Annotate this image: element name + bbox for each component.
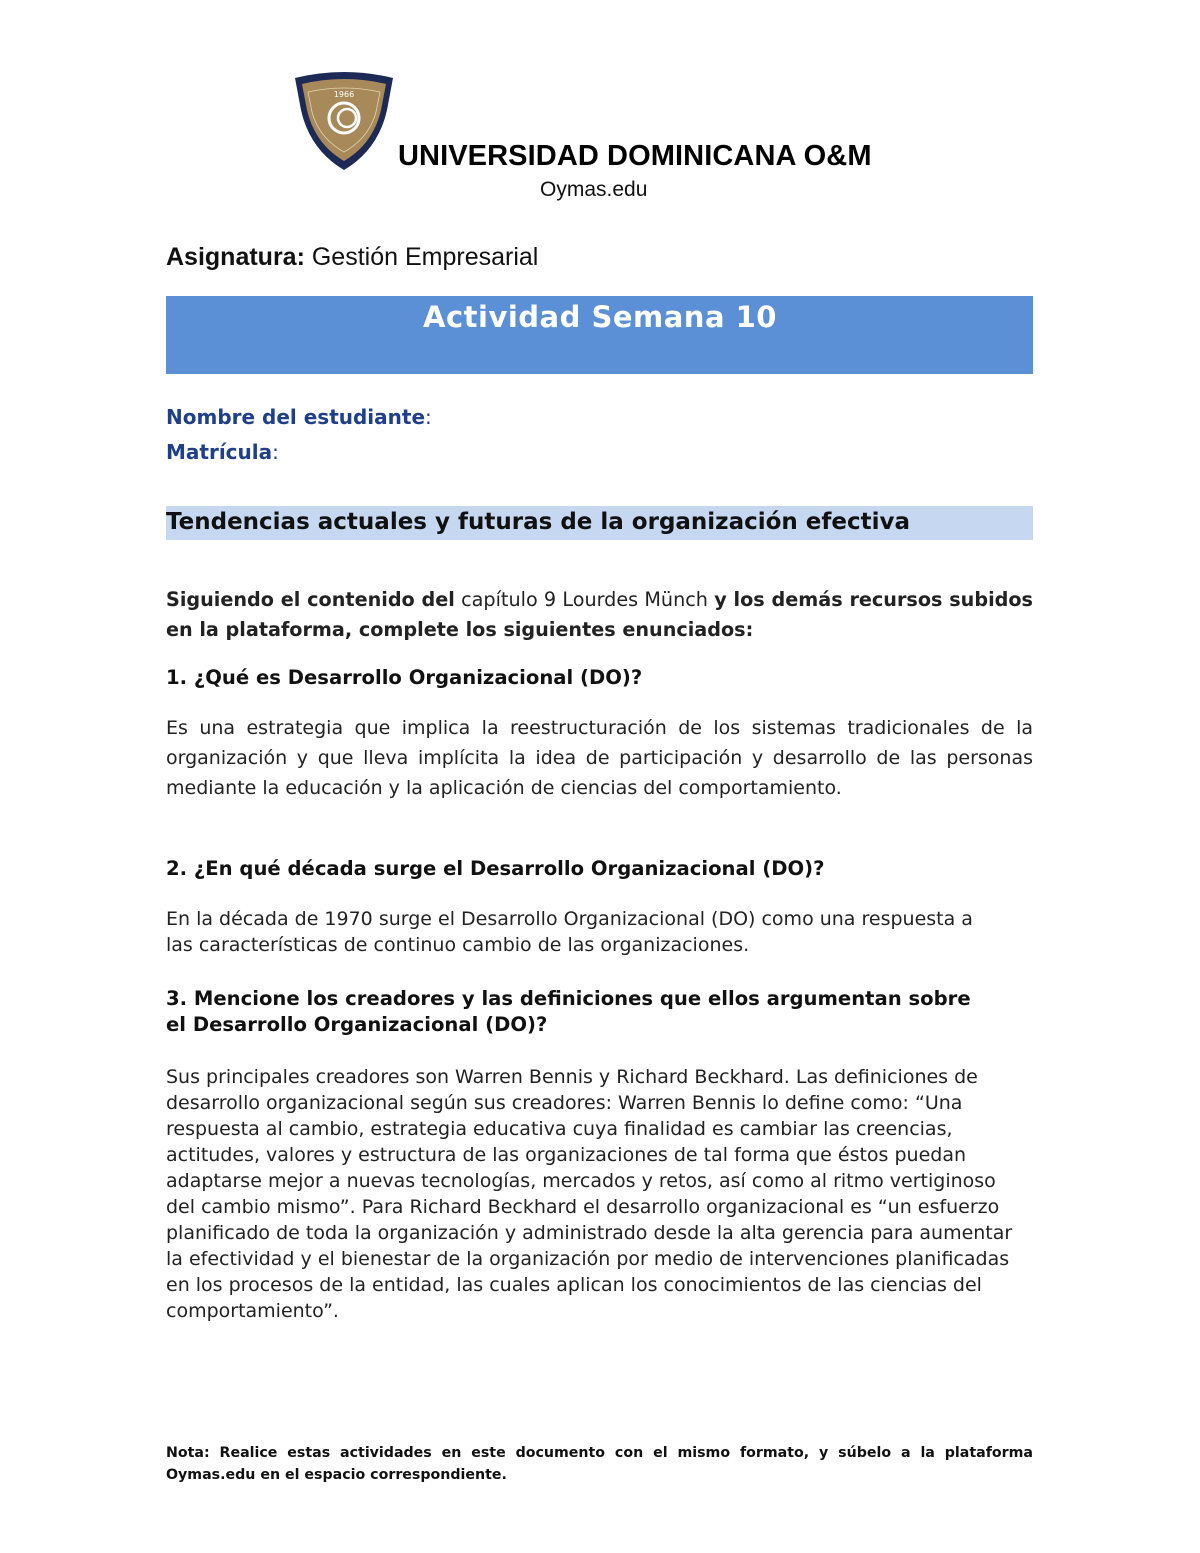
footer-note: Nota: Realice estas actividades en este documento con el mismo formato, y súbelo a la plataforma Oymas.edu en el espacio correspondiente. xyxy=(166,1445,1033,1483)
university-website: Oymas.edu xyxy=(540,178,648,201)
question-1: 1. ¿Qué es Desarrollo Organizacional (DO)? xyxy=(166,666,643,689)
instructions-part-2: capítulo 9 Lourdes Münch xyxy=(461,588,708,611)
subject-line xyxy=(166,243,538,272)
university-name: UNIVERSIDAD DOMINICANA O&M xyxy=(398,140,872,172)
student-id-label: Matrícula xyxy=(166,440,273,464)
subject-label: Asignatura: xyxy=(166,243,305,271)
answer-2: En la década de 1970 surge el Desarrollo Organizacional (DO) como una respuesta a las características de continuo cambio de las organizaciones. xyxy=(166,908,973,956)
activity-title: Actividad Semana 10 xyxy=(423,300,777,334)
instructions-part-1: Siguiendo el contenido del xyxy=(166,588,455,611)
answer-1: Es una estrategia que implica la reestructuración de los sistemas tradicionales de la organización y que lleva implícita la idea de participación y desarrollo de las personas mediante la educación y la aplicación de ciencias del comportamiento. xyxy=(166,717,1033,799)
svg-text:1966: 1966 xyxy=(333,90,355,99)
section-title: Tendencias actuales y futuras de la organización efectiva xyxy=(166,509,911,535)
answer-3: Sus principales creadores son Warren Bennis y Richard Beckhard. Las definiciones de desarrollo organizacional según sus creadores: Warren Bennis lo define como: “Una respuesta al cambio, estrategia educativa cuya finalidad es cambiar las creencias, actitudes, valores y estructura de las organizaciones de tal forma que éstos puedan adaptarse mejor a nuevas tecnologías, mercados y retos, así como al ritmo vertiginoso del cambio mismo”. Para Richard Beckhard el desarrollo organizacional es “un esfuerzo planificado de toda la organización y administrado desde la alta gerencia para aumentar la efectividad y el bienestar de la organización por medio de intervenciones planificadas en los procesos de la entidad, las cuales aplican los conocimientos de las ciencias del comportamiento”. xyxy=(166,1066,1013,1322)
question-3: 3. Mencione los creadores y las definiciones que ellos argumentan sobre el Desarrollo Organizacional (DO)? xyxy=(166,987,971,1036)
university-shield-logo xyxy=(292,72,396,172)
student-id-field: Matrícula: xyxy=(166,440,279,464)
subject-value: Gestión Empresarial xyxy=(311,243,539,271)
student-name-field: Nombre del estudiante: xyxy=(166,405,432,429)
student-name-label: Nombre del estudiante xyxy=(166,405,426,429)
instructions xyxy=(166,585,1033,645)
question-2: 2. ¿En qué década surge el Desarrollo Organizacional (DO)? xyxy=(166,857,825,880)
instructions-part-3: y los demás recursos subidos en la plataforma, complete los siguientes enunciados: xyxy=(166,588,1033,641)
